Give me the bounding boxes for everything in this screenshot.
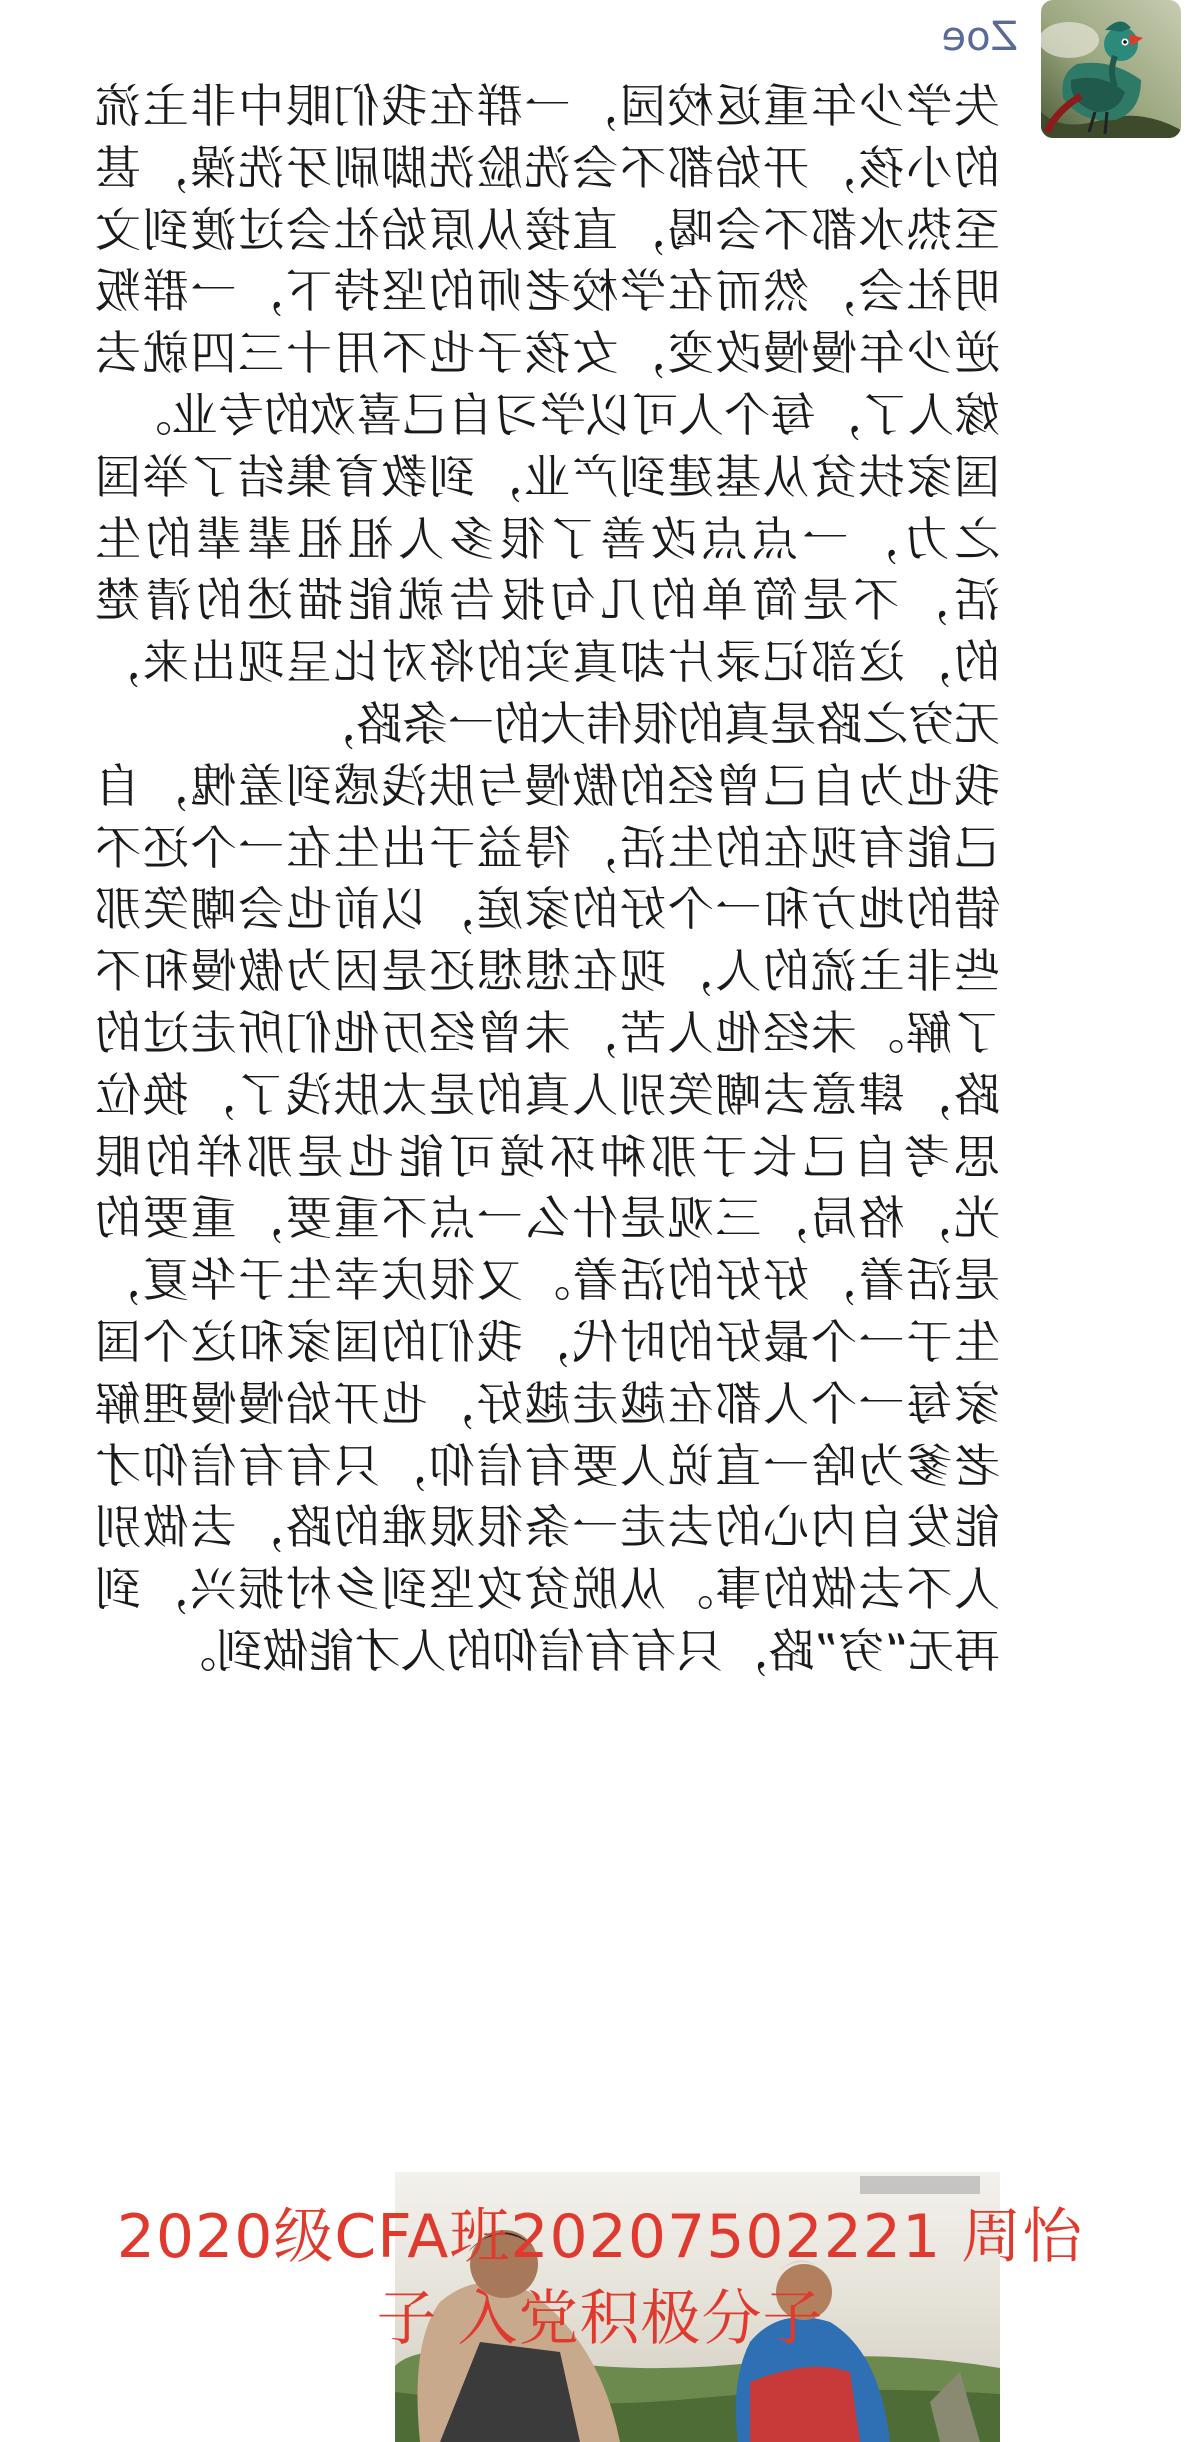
bird-avatar-icon — [1041, 0, 1181, 138]
message-paragraph: 国家扶贫从基建到产业，到教育集结了举国之力，一点点改善了很多人祖祖辈辈的生活，不是简单的几句报告就能描述的清楚的，这部记录片却真实的将对比呈现出来，无穷之路是真的很伟大的一条路， — [95, 449, 1000, 751]
caption-line-1: 2020级CFA班20207502221 周怡 — [116, 2202, 1084, 2272]
avatar[interactable] — [1041, 0, 1181, 138]
message-text[interactable] — [95, 76, 1000, 1683]
message-paragraph: 我也为自己曾经的傲慢与肤浅感到羞愧，自己能有现在的生活，得益于出生在一个还不错的地方和一个好的家庭，以前也会嘲笑那些非主流的人，现在想想还是因为傲慢和不了解。未经他人苦，未曾经历他们所走过的路，肆意去嘲笑别人真的是太肤浅了，换位思考自己长于那种环境可能也是那样的眼光，格局，三观是什么一点不重要，重要的是活着，好好的活着。又很庆幸生于华夏，生于一个最好的时代，我们的国家和这个国家每一个人都在越走越好，也开始慢慢理解老爹为啥一直说人要有信仰，只有有信仰才能发自内心的去走一条很艰难的路，去做别人不去做的事。从脱贫攻坚到乡村振兴，到再无“穷”路，只有有信仰的人才能做到。 — [95, 758, 1000, 1678]
caption-line-2: 子 入党积极分子 — [376, 2284, 824, 2354]
sender-name[interactable]: Zoe — [941, 14, 1018, 60]
red-caption-overlay — [0, 2196, 1200, 2360]
message-paragraph: 失学少年重返校园，一群在我们眼中非主流的小孩，开始都不会洗脸洗脚刷牙洗澡，甚至热水都不会喝，直接从原始社会过渡到文明社会，然而在学校老师的坚持下，一群叛逆少年慢慢改变，女孩子也不用十三四就去嫁人了，每个人可以学习自己喜欢的专业。 — [95, 79, 1000, 442]
